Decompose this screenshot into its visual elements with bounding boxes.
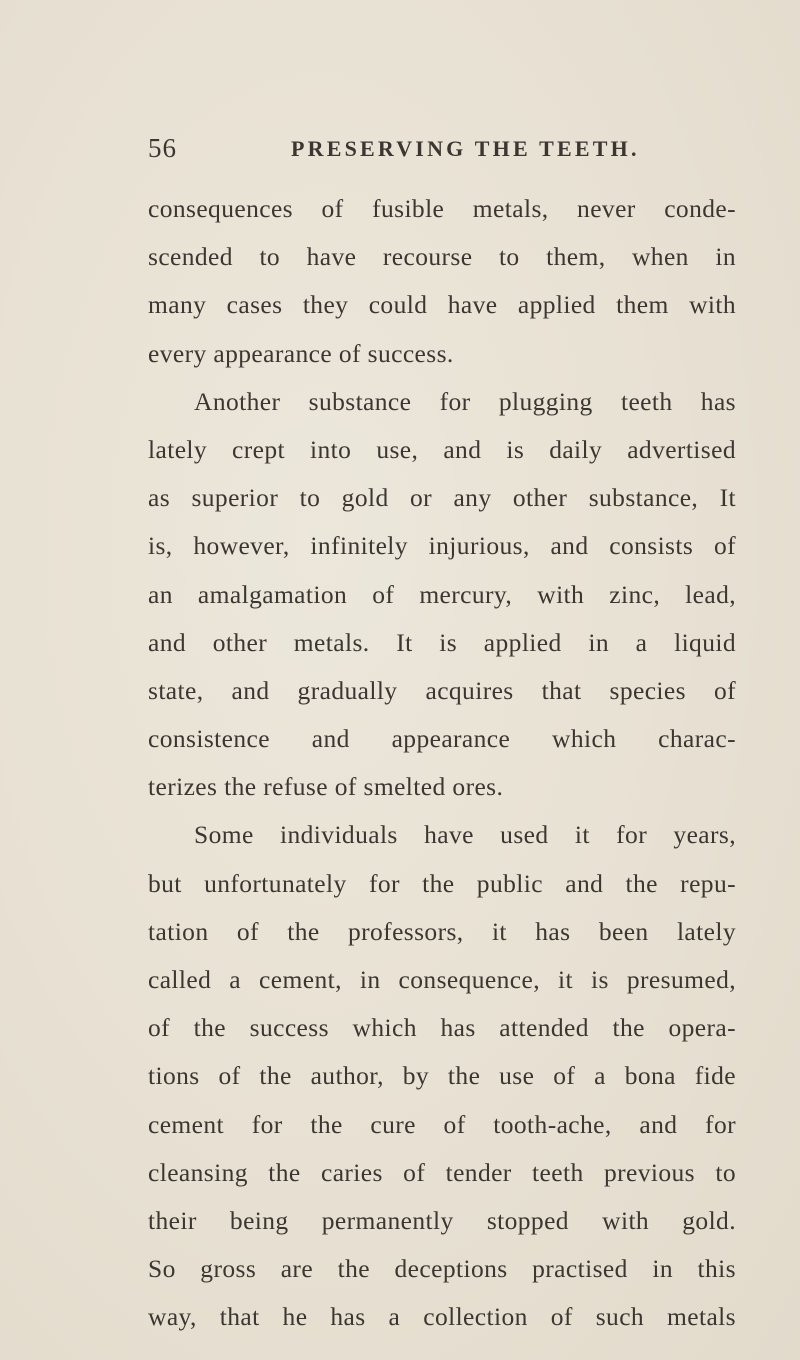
text-line: and other metals. It is applied in a liquid	[148, 627, 736, 657]
text-line: So gross are the deceptions practised in this	[148, 1254, 736, 1284]
text-line: of the success which has attended the opera-	[148, 1013, 736, 1043]
text-line: state, and gradually acquires that species of	[148, 675, 736, 705]
paragraph-start-line: Some individuals have used it for years,	[194, 820, 736, 850]
text-line: cement for the cure of tooth-ache, and for	[148, 1109, 736, 1139]
text-line: scended to have recourse to them, when in	[148, 242, 736, 272]
text-line: as superior to gold or any other substance, It	[148, 483, 736, 513]
text-line: consistence and appearance which charac-	[148, 724, 736, 754]
text-line: called a cement, in consequence, it is presumed,	[148, 965, 736, 994]
text-line: tions of the author, by the use of a bona fide	[148, 1061, 736, 1091]
text-line: terizes the refuse of smelted ores.	[148, 772, 504, 802]
text-line: their being permanently stopped with gold.	[148, 1205, 736, 1235]
body-text	[148, 185, 736, 1342]
text-line: is, however, infinitely injurious, and consists of	[148, 531, 736, 561]
page-number: 56	[148, 133, 177, 163]
text-line: cleansing the caries of tender teeth previous to	[148, 1157, 736, 1187]
text-line: many cases they could have applied them with	[148, 290, 736, 320]
text-line: every appearance of success.	[148, 338, 454, 368]
text-line: consequences of fusible metals, never conde-	[148, 194, 736, 223]
text-line: way, that he has a collection of such metals	[148, 1302, 736, 1332]
paragraph-start-line: Another substance for plugging teeth has	[194, 386, 736, 416]
running-head-title: PRESERVING THE TEETH.	[291, 136, 640, 161]
running-head	[148, 133, 748, 167]
text-line: but unfortunately for the public and the repu-	[148, 868, 736, 898]
text-line: an amalgamation of mercury, with zinc, lead,	[148, 579, 736, 609]
text-line: lately crept into use, and is daily advertised	[148, 434, 736, 464]
text-line: tation of the professors, it has been lately	[148, 916, 736, 946]
